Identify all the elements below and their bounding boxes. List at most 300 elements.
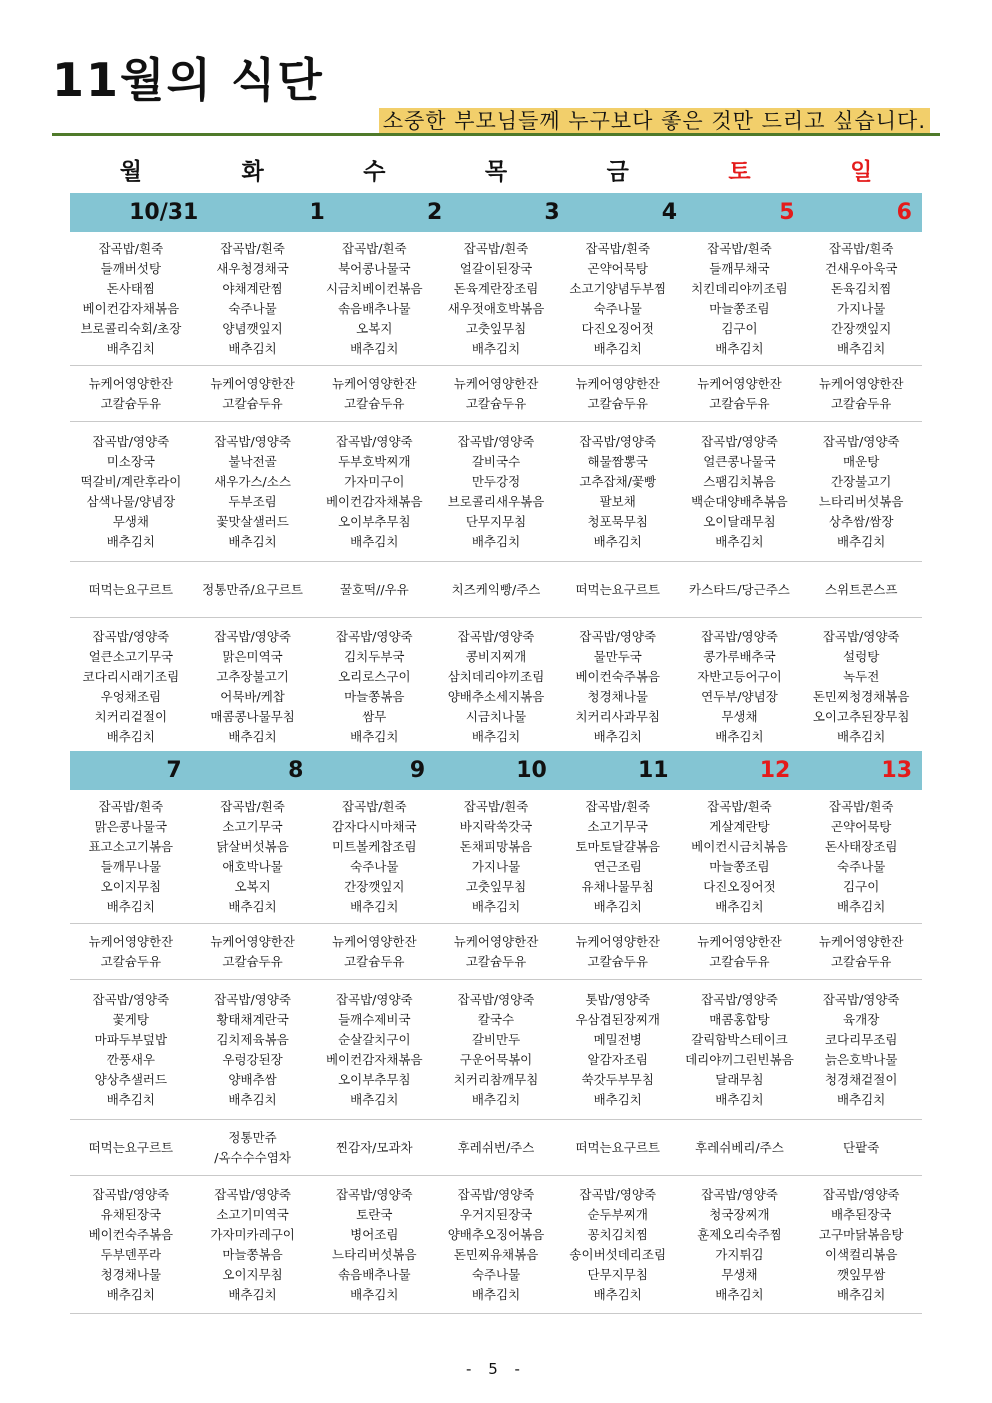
menu-item: 뉴케어영양한잔 xyxy=(88,933,174,949)
menu-cell xyxy=(435,797,557,917)
menu-item: 배추김치 xyxy=(106,1286,156,1302)
menu-item: 정통만쥬 xyxy=(228,1129,277,1145)
menu-item: 잡곡밥/흰죽 xyxy=(463,240,529,256)
menu-cell xyxy=(557,627,679,747)
menu-item: 잡곡밥/영양죽 xyxy=(457,991,535,1007)
menu-cell xyxy=(435,432,557,552)
menu-item: 잡곡밥/흰죽 xyxy=(463,798,529,814)
menu-cell xyxy=(800,432,922,552)
dinner-row xyxy=(70,618,922,756)
menu-item: 김구이 xyxy=(843,878,880,894)
menu-item: 오이지무침 xyxy=(100,878,162,894)
menu-cell xyxy=(800,1185,922,1305)
menu-item: 잡곡밥/흰죽 xyxy=(707,798,772,814)
menu-item: 잡곡밥/영양죽 xyxy=(335,991,413,1007)
menu-item: 잡곡밥/영양죽 xyxy=(701,1186,778,1202)
subtitle-banner: 소중한 부모님들께 누구보다 좋은 것만 드리고 싶습니다. xyxy=(379,108,930,135)
menu-item: 꽃게탕 xyxy=(112,1011,149,1027)
menu-item: 해물짬뽕국 xyxy=(587,453,648,469)
menu-cell xyxy=(192,627,314,747)
menu-item: 배추된장국 xyxy=(830,1206,892,1222)
menu-item: 솎음배추나물 xyxy=(338,1266,411,1282)
menu-item: 두부호박찌개 xyxy=(338,453,411,469)
menu-item: 설렁탕 xyxy=(843,648,880,664)
menu-item: 들깨버섯탕 xyxy=(100,260,162,276)
week-block-2 xyxy=(70,751,922,1314)
date-label: 7 xyxy=(166,758,182,783)
menu-item: 표고소고기볶음 xyxy=(88,838,174,854)
menu-item: 김치제육볶음 xyxy=(216,1031,289,1047)
menu-item: 김구이 xyxy=(721,320,758,336)
menu-item: 잡곡밥/영양죽 xyxy=(214,1186,291,1202)
menu-item: 꽃맛살샐러드 xyxy=(216,513,289,529)
menu-item: 배추김치 xyxy=(471,533,521,549)
menu-item: 소고기무국 xyxy=(587,818,648,834)
menu-item: 마파두부덮밥 xyxy=(94,1031,168,1047)
menu-item: 배추김치 xyxy=(593,1091,642,1107)
date-bar xyxy=(70,193,922,232)
menu-item: 베이컨감자채볶음 xyxy=(82,300,180,316)
menu-item: 돈사태장조림 xyxy=(824,838,898,854)
menu-cell xyxy=(70,580,192,600)
menu-cell xyxy=(70,1185,192,1305)
menu-item: 연근조림 xyxy=(593,858,642,874)
menu-item: 미소장국 xyxy=(106,453,156,469)
date-label: 10 xyxy=(516,758,547,783)
menu-item: 배추김치 xyxy=(228,1286,277,1302)
menu-item: 삼치데리야끼조림 xyxy=(447,668,545,684)
menu-cell xyxy=(313,797,435,917)
date-label: 4 xyxy=(661,200,678,225)
menu-item: 마늘쫑조림 xyxy=(709,858,770,874)
menu-item: 쌈무 xyxy=(362,708,387,724)
menu-item: 배추김치 xyxy=(106,898,156,914)
menu-item: 맑은미역국 xyxy=(222,648,283,664)
menu-item: 배추김치 xyxy=(471,898,521,914)
menu-cell xyxy=(435,1185,557,1305)
menu-item: 만두강정 xyxy=(471,473,521,489)
menu-item: 톳밥/영양죽 xyxy=(585,991,651,1007)
menu-item: 잡곡밥/흰죽 xyxy=(220,240,285,256)
menu-item: 뉴케어영양한잔 xyxy=(697,375,782,391)
date-label: 8 xyxy=(288,758,304,783)
menu-item: 잡곡밥/영양죽 xyxy=(457,1186,535,1202)
menu-item: 브로콜리새우볶음 xyxy=(447,493,545,509)
menu-item: 배추김치 xyxy=(471,340,521,356)
menu-item: 들깨무채국 xyxy=(709,260,770,276)
menu-item: 배추김치 xyxy=(593,1286,642,1302)
menu-item: 간장깻잎지 xyxy=(344,878,405,894)
menu-item: 배추김치 xyxy=(593,533,642,549)
date-label: 10/31 xyxy=(129,200,199,225)
menu-item: 잡곡밥/영양죽 xyxy=(579,628,657,644)
menu-item: 후레쉬번/주스 xyxy=(457,1139,535,1155)
menu-item: 황태채계란국 xyxy=(216,1011,289,1027)
menu-cell xyxy=(192,1128,314,1168)
menu-item: 치커리참깨무침 xyxy=(453,1071,539,1087)
menu-item: 배추김치 xyxy=(471,728,521,744)
menu-item: 숙주나물 xyxy=(593,300,642,316)
menu-item: 고칼슘두유 xyxy=(465,953,527,969)
menu-item: 삼색나물/양념장 xyxy=(86,493,176,509)
menu-item: 얼큰콩나물국 xyxy=(703,453,776,469)
menu-item: 고춧잎무침 xyxy=(465,320,527,336)
weekday-label: 수 xyxy=(363,159,386,185)
menu-item: 뉴케어영양한잔 xyxy=(575,933,660,949)
menu-item: 가지튀김 xyxy=(715,1246,764,1262)
menu-cell xyxy=(557,239,679,359)
menu-cell xyxy=(557,932,679,972)
menu-item: 잡곡밥/영양죽 xyxy=(701,433,778,449)
menu-item: 잡곡밥/흰죽 xyxy=(707,240,772,256)
menu-cell xyxy=(679,797,801,917)
menu-item: 병어조림 xyxy=(350,1226,399,1242)
menu-item: 베이컨시금치볶음 xyxy=(691,838,788,854)
menu-item: 잡곡밥/흰죽 xyxy=(98,798,164,814)
menu-item: 소고기미역국 xyxy=(216,1206,289,1222)
menu-cell xyxy=(800,627,922,747)
menu-item: 갈비국수 xyxy=(471,453,521,469)
menu-item: 배추김치 xyxy=(715,728,764,744)
menu-item: 잡곡밥/영양죽 xyxy=(92,628,170,644)
menu-cell xyxy=(679,1185,801,1305)
menu-cell xyxy=(435,990,557,1110)
afternoon-snack-row xyxy=(70,1120,922,1176)
menu-item: 배추김치 xyxy=(715,340,764,356)
menu-item: 치킨데리야끼조림 xyxy=(691,280,788,296)
menu-item: 떠먹는요구르트 xyxy=(88,581,174,597)
menu-cell xyxy=(192,374,314,414)
menu-item: 잡곡밥/영양죽 xyxy=(214,991,291,1007)
menu-item: 배추김치 xyxy=(715,1091,764,1107)
menu-item: 배추김치 xyxy=(228,533,277,549)
menu-item: 정통만쥬/요구르트 xyxy=(202,581,303,597)
menu-item: 뉴케어영양한잔 xyxy=(575,375,660,391)
menu-item: 고춧잎무침 xyxy=(465,878,527,894)
menu-cell xyxy=(313,239,435,359)
menu-item: 얼갈이된장국 xyxy=(459,260,533,276)
menu-item: 유채나물무침 xyxy=(581,878,654,894)
menu-item: 매운탕 xyxy=(843,453,880,469)
menu-item: 베이컨감자채볶음 xyxy=(325,1051,423,1067)
menu-item: 건새우아욱국 xyxy=(824,260,898,276)
menu-item: 뉴케어영양한잔 xyxy=(332,375,417,391)
menu-cell xyxy=(800,239,922,359)
menu-item: 송이버섯데리조림 xyxy=(569,1246,667,1262)
menu-item: 육개장 xyxy=(843,1011,880,1027)
menu-cell xyxy=(800,932,922,972)
menu-item: 소고기양념두부찜 xyxy=(569,280,667,296)
dinner-row xyxy=(70,1176,922,1314)
menu-item: 상추쌈/쌈장 xyxy=(828,513,894,529)
menu-item: 잡곡밥/영양죽 xyxy=(822,991,900,1007)
menu-item: 가자미구이 xyxy=(344,473,405,489)
menu-item: 배추김치 xyxy=(228,898,277,914)
menu-item: 단무지무침 xyxy=(465,513,527,529)
menu-cell xyxy=(70,932,192,972)
menu-item: 백순대양배추볶음 xyxy=(691,493,788,509)
menu-item: 야채계란찜 xyxy=(222,280,283,296)
menu-item: 잡곡밥/영양죽 xyxy=(701,628,778,644)
menu-item: 잡곡밥/흰죽 xyxy=(342,240,407,256)
weekday-label: 월 xyxy=(119,159,142,185)
menu-item: 맑은콩나물국 xyxy=(94,818,168,834)
menu-item: 콩가루배추국 xyxy=(703,648,776,664)
menu-item: 숙주나물 xyxy=(471,1266,521,1282)
menu-item: 우거지된장국 xyxy=(459,1206,533,1222)
menu-item: 두부덴푸라 xyxy=(100,1246,162,1262)
menu-item: 잡곡밥/흰죽 xyxy=(220,798,285,814)
menu-item: 양배추오징어볶음 xyxy=(447,1226,545,1242)
menu-item: 훈제오리숙주찜 xyxy=(697,1226,782,1242)
menu-item: 마늘쫑조림 xyxy=(709,300,770,316)
menu-item: 오이부추무침 xyxy=(338,1071,411,1087)
menu-cell xyxy=(435,239,557,359)
menu-cell xyxy=(800,1138,922,1158)
menu-item: 유채된장국 xyxy=(100,1206,162,1222)
menu-item: 깐풍새우 xyxy=(106,1051,156,1067)
menu-cell xyxy=(800,580,922,600)
menu-item: 배추김치 xyxy=(837,340,886,356)
menu-item: 오리로스구이 xyxy=(338,668,411,684)
menu-cell xyxy=(70,627,192,747)
menu-item: 우엉채조림 xyxy=(100,688,162,704)
menu-item: 찐감자/모과차 xyxy=(335,1139,413,1155)
menu-item: 치커리사과무침 xyxy=(575,708,660,724)
menu-item: 돈민찌유채볶음 xyxy=(453,1246,539,1262)
menu-item: 고칼슘두유 xyxy=(709,953,770,969)
menu-cell xyxy=(800,374,922,414)
menu-cell xyxy=(557,580,679,600)
menu-item: 무생채 xyxy=(721,708,758,724)
menu-cell xyxy=(192,932,314,972)
menu-item: 청경채나물 xyxy=(100,1266,162,1282)
menu-item: 배추김치 xyxy=(106,728,156,744)
menu-item: 시금치베이컨볶음 xyxy=(325,280,423,296)
menu-item: 배추김치 xyxy=(471,1091,521,1107)
menu-item: 갈비만두 xyxy=(471,1031,521,1047)
menu-item: 잡곡밥/흰죽 xyxy=(585,240,651,256)
menu-cell xyxy=(679,627,801,747)
date-label: 12 xyxy=(759,758,791,783)
menu-cell xyxy=(679,432,801,552)
breakfast-row xyxy=(70,790,922,924)
menu-item: 뉴케어영양한잔 xyxy=(453,933,539,949)
menu-item: 양념깻잎지 xyxy=(222,320,283,336)
menu-item: 배추김치 xyxy=(106,340,156,356)
menu-item: 배추김치 xyxy=(350,1286,399,1302)
menu-item: 칼국수 xyxy=(477,1011,515,1027)
menu-cell xyxy=(313,1138,435,1158)
menu-item: 배추김치 xyxy=(593,728,642,744)
menu-item: 오이달래무침 xyxy=(703,513,776,529)
morning-snack-row xyxy=(70,366,922,422)
menu-cell xyxy=(557,1138,679,1158)
menu-item: 새우젓애호박볶음 xyxy=(447,300,545,316)
menu-item: 꽁치김치찜 xyxy=(587,1226,648,1242)
menu-item: 불낙전골 xyxy=(228,453,277,469)
menu-item: 바지락쑥갓국 xyxy=(459,818,533,834)
menu-cell xyxy=(679,239,801,359)
menu-item: 다진오징어젓 xyxy=(581,320,654,336)
menu-item: 잡곡밥/영양죽 xyxy=(701,991,778,1007)
menu-item: 알감자조림 xyxy=(587,1051,648,1067)
menu-item: 배추김치 xyxy=(593,340,642,356)
menu-item: 잡곡밥/영양죽 xyxy=(335,628,413,644)
menu-item: 잡곡밥/영양죽 xyxy=(822,628,900,644)
menu-item: 고칼슘두유 xyxy=(830,953,892,969)
menu-item: 배추김치 xyxy=(350,533,399,549)
menu-item: 뉴케어영양한잔 xyxy=(210,375,295,391)
weekday-header xyxy=(70,155,922,189)
menu-item: 단팥죽 xyxy=(843,1139,880,1155)
menu-item: 무생채 xyxy=(721,1266,758,1282)
menu-cell xyxy=(70,990,192,1110)
menu-item: 순두부찌개 xyxy=(587,1206,648,1222)
menu-item: 고칼슘두유 xyxy=(465,395,527,411)
menu-cell xyxy=(70,239,192,359)
menu-item: 무생채 xyxy=(112,513,149,529)
menu-item: 마늘쫑볶음 xyxy=(344,688,405,704)
menu-item: 배추김치 xyxy=(837,728,886,744)
week-block-1 xyxy=(70,193,922,756)
menu-item: 배추김치 xyxy=(837,1091,886,1107)
menu-item: 고칼슘두유 xyxy=(344,953,405,969)
menu-item: 배추김치 xyxy=(228,1091,277,1107)
menu-item: 자반고등어구이 xyxy=(697,668,782,684)
menu-item: 고칼슘두유 xyxy=(222,953,283,969)
menu-cell xyxy=(192,239,314,359)
menu-item: 잡곡밥/영양죽 xyxy=(457,628,535,644)
menu-item: 녹두전 xyxy=(843,668,880,684)
menu-cell xyxy=(313,1185,435,1305)
menu-cell xyxy=(192,432,314,552)
menu-item: 돈육계란장조림 xyxy=(453,280,539,296)
menu-item: 떠먹는요구르트 xyxy=(575,1139,660,1155)
menu-item: 숙주나물 xyxy=(350,858,399,874)
menu-item: 청국장찌개 xyxy=(709,1206,770,1222)
menu-item: 잡곡밥/영양죽 xyxy=(579,1186,657,1202)
menu-cell xyxy=(557,374,679,414)
menu-item: 숙주나물 xyxy=(837,858,886,874)
menu-item: 돈채피망볶음 xyxy=(459,838,533,854)
menu-item: 떠먹는요구르트 xyxy=(88,1139,174,1155)
date-label: 11 xyxy=(637,758,669,783)
menu-cell xyxy=(313,627,435,747)
menu-item: 떠먹는요구르트 xyxy=(575,581,660,597)
menu-item: 오이지무침 xyxy=(222,1266,283,1282)
menu-cell xyxy=(313,932,435,972)
weekday-label: 일 xyxy=(850,159,873,185)
menu-item: 오복지 xyxy=(356,320,393,336)
menu-item: 곤약어묵탕 xyxy=(830,818,892,834)
menu-item: 스위트콘스프 xyxy=(824,581,898,597)
menu-item: 미트볼케찹조림 xyxy=(332,838,417,854)
menu-cell xyxy=(70,797,192,917)
menu-item: 배추김치 xyxy=(715,533,764,549)
menu-item: 매콤홍합탕 xyxy=(709,1011,770,1027)
menu-item: 쑥갓두부무침 xyxy=(581,1071,654,1087)
menu-cell xyxy=(679,990,801,1110)
menu-item: 잡곡밥/영양죽 xyxy=(822,433,900,449)
menu-cell xyxy=(557,1185,679,1305)
menu-item: 잡곡밥/영양죽 xyxy=(457,433,535,449)
menu-cell xyxy=(800,990,922,1110)
menu-item: 가자미카레구이 xyxy=(210,1226,295,1242)
menu-item: 메밀전병 xyxy=(593,1031,642,1047)
menu-item: 후레쉬베리/주스 xyxy=(695,1139,784,1155)
menu-item: 뉴케어영양한잔 xyxy=(818,375,904,391)
menu-item: 가지나물 xyxy=(837,300,886,316)
menu-item: 이색컬리볶음 xyxy=(824,1246,898,1262)
menu-item: 고칼슘두유 xyxy=(222,395,283,411)
date-bar xyxy=(70,751,922,790)
menu-item: 양배추쌈 xyxy=(228,1071,277,1087)
menu-item: 뉴케어영양한잔 xyxy=(697,933,782,949)
menu-item: 애호박나물 xyxy=(222,858,283,874)
menu-item: 잡곡밥/흰죽 xyxy=(828,798,894,814)
menu-cell xyxy=(679,1138,801,1158)
menu-cell xyxy=(313,374,435,414)
menu-item: 돈민찌청경채볶음 xyxy=(812,688,910,704)
menu-item: 배추김치 xyxy=(350,1091,399,1107)
menu-cell xyxy=(557,990,679,1110)
menu-item: 배추김치 xyxy=(715,1286,764,1302)
menu-item: 배추김치 xyxy=(228,340,277,356)
menu-item: 콩비지찌개 xyxy=(465,648,527,664)
menu-item: 배추김치 xyxy=(593,898,642,914)
menu-item: 스팸김치볶음 xyxy=(703,473,776,489)
menu-item: 고구마닭볶음탕 xyxy=(818,1226,904,1242)
menu-cell xyxy=(435,580,557,600)
menu-item: 배추김치 xyxy=(106,1091,156,1107)
menu-item: 청포묵무침 xyxy=(587,513,648,529)
menu-item: 배추김치 xyxy=(715,898,764,914)
menu-cell xyxy=(70,374,192,414)
menu-item: 토마토달걀볶음 xyxy=(575,838,660,854)
menu-item: 늙은호박나물 xyxy=(824,1051,898,1067)
menu-cell xyxy=(800,797,922,917)
menu-item: 얼큰소고기무국 xyxy=(88,648,174,664)
menu-item: 고칼슘두유 xyxy=(100,395,162,411)
menu-item: 양배추소세지볶음 xyxy=(447,688,545,704)
menu-item: 잡곡밥/흰죽 xyxy=(342,798,407,814)
menu-item: 잡곡밥/영양죽 xyxy=(579,433,657,449)
menu-item: 잡곡밥/영양죽 xyxy=(822,1186,900,1202)
breakfast-row xyxy=(70,232,922,366)
menu-cell xyxy=(70,432,192,552)
menu-cell xyxy=(557,797,679,917)
menu-item: 잡곡밥/영양죽 xyxy=(92,1186,170,1202)
menu-item: 느타리버섯볶음 xyxy=(332,1246,417,1262)
menu-item: 매콤콩나물무침 xyxy=(210,708,295,724)
menu-item: 배추김치 xyxy=(837,1286,886,1302)
menu-item: 들깨수제비국 xyxy=(338,1011,411,1027)
menu-item: 새우청경채국 xyxy=(216,260,289,276)
menu-item: 코다리무조림 xyxy=(824,1031,898,1047)
menu-item: 배추김치 xyxy=(837,898,886,914)
menu-item: 단무지무침 xyxy=(587,1266,648,1282)
menu-item: 잡곡밥/흰죽 xyxy=(828,240,894,256)
menu-item: 돈육김치찜 xyxy=(830,280,892,296)
menu-item: 숙주나물 xyxy=(228,300,277,316)
menu-item: 뉴케어영양한잔 xyxy=(88,375,174,391)
menu-item: 간장깻잎지 xyxy=(830,320,892,336)
menu-item: 들깨무나물 xyxy=(100,858,162,874)
menu-item: 닭살버섯볶음 xyxy=(216,838,289,854)
menu-cell xyxy=(679,580,801,600)
menu-item: 곤약어묵탕 xyxy=(587,260,648,276)
